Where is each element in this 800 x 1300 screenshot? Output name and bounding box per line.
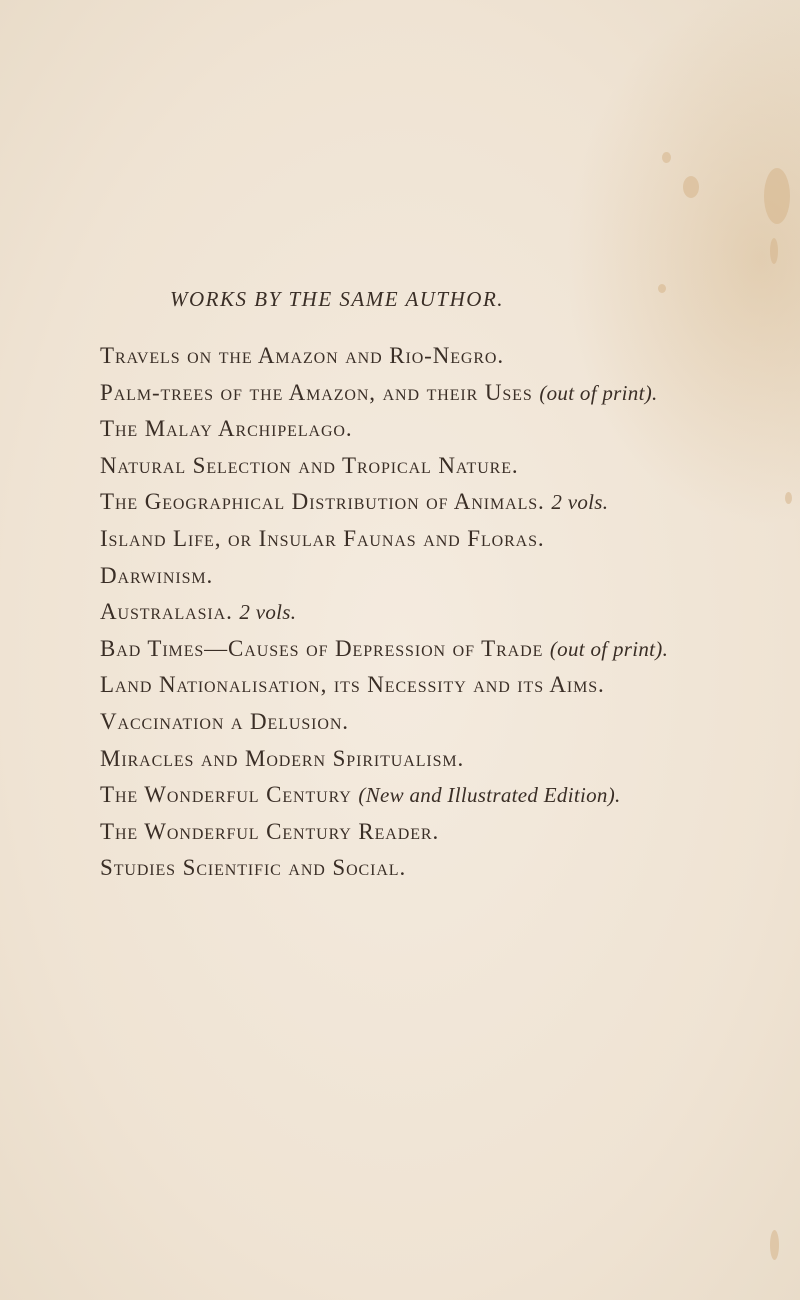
list-item	[100, 411, 668, 448]
work-note: 2 vols.	[239, 600, 297, 625]
list-item	[100, 777, 668, 814]
foxing-spot	[764, 168, 790, 224]
work-title: Palm-trees of the Amazon, and their Uses	[100, 379, 540, 405]
work-title: Natural Selection and Tropical Nature.	[100, 452, 519, 478]
work-title: Darwinism.	[100, 562, 214, 588]
list-item	[100, 484, 668, 521]
work-note: (out of print).	[539, 380, 658, 405]
work-title: Travels on the Amazon and Rio-Negro.	[100, 343, 505, 368]
work-title: Bad Times—Causes of Depression of Trade	[100, 635, 550, 661]
list-item	[100, 667, 668, 704]
work-title: Australasia.	[100, 599, 240, 625]
list-item	[100, 814, 668, 851]
foxing-spot	[785, 492, 792, 504]
works-list	[100, 338, 668, 887]
work-title: Island Life, or Insular Faunas and Floras.	[100, 525, 545, 551]
list-item	[100, 594, 668, 631]
work-title: The Wonderful Century Reader.	[100, 818, 440, 844]
list-item	[100, 704, 668, 741]
work-title: Studies Scientific and Social.	[100, 855, 407, 881]
page-heading: WORKS BY THE SAME AUTHOR.	[170, 287, 505, 311]
list-item	[100, 375, 668, 412]
foxing-spot	[662, 152, 671, 163]
work-title: The Geographical Distribution of Animals.	[100, 489, 552, 515]
list-item	[100, 631, 668, 668]
work-title: Vaccination a Delusion.	[100, 708, 349, 734]
work-note: 2 vols.	[551, 490, 609, 515]
list-item	[100, 558, 668, 595]
work-title: The Wonderful Century	[100, 782, 359, 808]
list-item	[100, 448, 668, 485]
work-title: The Malay Archipelago.	[100, 416, 353, 442]
list-item	[100, 521, 668, 558]
foxing-spot	[658, 284, 666, 293]
work-title: Land Nationalisation, its Necessity and its Aims.	[100, 672, 605, 698]
list-item	[100, 741, 668, 778]
list-item	[100, 850, 668, 887]
work-note: (out of print).	[549, 636, 669, 661]
work-note: (New and Illustrated Edition).	[358, 783, 621, 808]
list-item	[100, 338, 668, 375]
foxing-spot	[683, 176, 699, 198]
foxing-spot	[770, 1230, 779, 1260]
foxing-spot	[770, 238, 778, 264]
work-title: Miracles and Modern Spiritualism.	[100, 745, 465, 771]
